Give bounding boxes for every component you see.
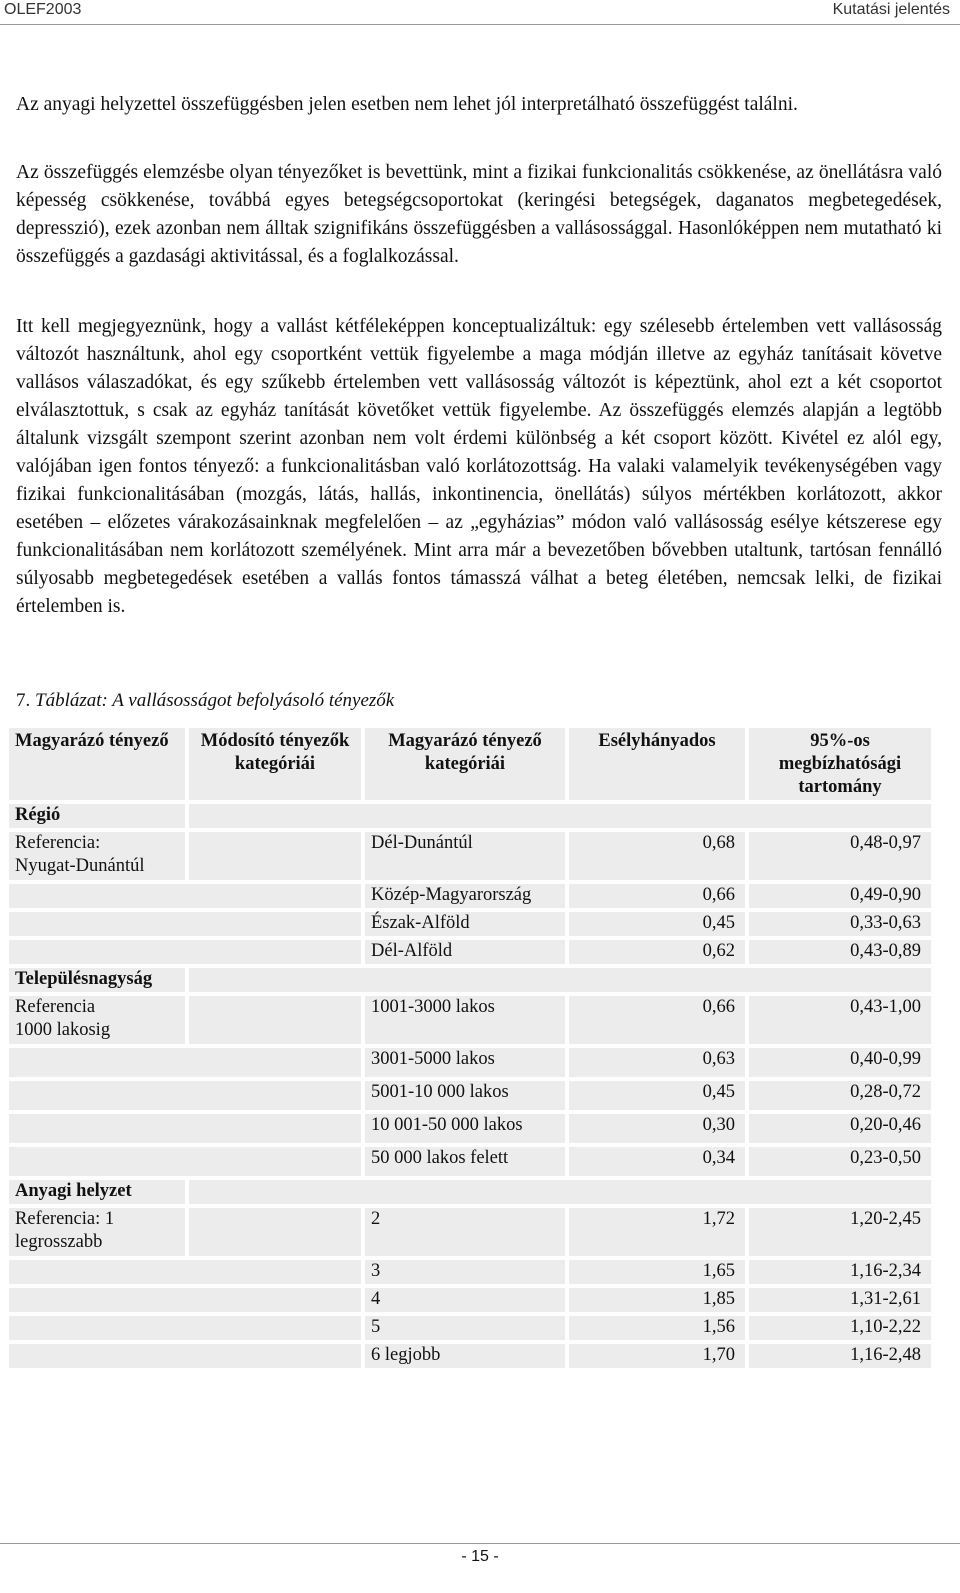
category-cell: 5 [365,1316,565,1340]
empty-cell [9,1344,361,1368]
page-header [0,0,960,26]
confidence-interval-cell: 0,20-0,46 [749,1114,931,1143]
group-reference-cell: Referencia 1000 lakosig [9,996,185,1044]
confidence-interval-cell: 0,43-1,00 [749,996,931,1044]
header-right: Kutatási jelentés [832,1,950,18]
group-name-cell: Régió [9,804,185,828]
empty-cell [9,1081,361,1110]
category-cell: 5001-10 000 lakos [365,1081,565,1110]
odds-ratio-cell: 1,70 [569,1344,745,1368]
paragraph-1: Az anyagi helyzettel összefüggésben jelen esetben nem lehet jól interpretálható összefüggést találni. [16,94,798,115]
paragraph-2: Az összefüggés elemzésbe olyan tényezőket is bevettünk, mint a fizikai funkcionalitás csökkenése, az önellátásra való képesség csökkenése, továbbá egyes betegségcsoportokat (keringési betegségek, daganatos megbetegedések, depresszió), ezek azonban nem álltak szignifikáns összefüggésben a vallásossággal. Hasonlóképpen nem mutatható ki összefüggés a gazdasági aktivitással, és a foglalkozással. [16,162,942,267]
category-cell: 6 legjobb [365,1344,565,1368]
odds-ratio-cell: 0,62 [569,940,745,964]
odds-ratio-cell: 0,63 [569,1048,745,1077]
confidence-interval-cell: 0,48-0,97 [749,832,931,880]
category-cell: 3001-5000 lakos [365,1048,565,1077]
category-cell: 10 001-50 000 lakos [365,1114,565,1143]
page-number: - 15 - [461,1548,499,1565]
table-header-cell: Magyarázó tényező kategóriái [365,728,565,800]
odds-ratio-cell: 1,56 [569,1316,745,1340]
group-reference-cell: Referencia: 1 legrosszabb [9,1208,185,1256]
category-cell: Dél-Alföld [365,940,565,964]
empty-cell [189,968,931,992]
confidence-interval-cell: 1,20-2,45 [749,1208,931,1256]
empty-cell [9,1114,361,1143]
odds-ratio-cell: 1,65 [569,1260,745,1284]
empty-cell [9,1316,361,1340]
category-cell: 3 [365,1260,565,1284]
odds-ratio-cell: 0,68 [569,832,745,880]
category-cell: 1001-3000 lakos [365,996,565,1044]
confidence-interval-cell: 0,43-0,89 [749,940,931,964]
group-reference-cell: Referencia: Nyugat-Dunántúl [9,832,185,880]
confidence-interval-cell: 1,10-2,22 [749,1316,931,1340]
confidence-interval-cell: 0,49-0,90 [749,884,931,908]
table-caption-number: 7. [16,690,31,711]
empty-cell [9,884,361,908]
confidence-interval-cell: 0,40-0,99 [749,1048,931,1077]
category-cell: Közép-Magyarország [365,884,565,908]
odds-ratio-cell: 0,45 [569,1081,745,1110]
confidence-interval-cell: 1,16-2,48 [749,1344,931,1368]
empty-cell [9,1147,361,1176]
category-cell: 50 000 lakos felett [365,1147,565,1176]
category-cell: Dél-Dunántúl [365,832,565,880]
header-rule [0,24,960,25]
confidence-interval-cell: 1,16-2,34 [749,1260,931,1284]
empty-cell [9,912,361,936]
header-left: OLEF2003 [4,1,82,18]
table-header-cell: Esélyhányados [569,728,745,800]
empty-cell [9,1260,361,1284]
category-cell: 2 [365,1208,565,1256]
empty-cell [9,940,361,964]
category-cell: 4 [365,1288,565,1312]
page-footer [0,1548,960,1566]
empty-cell [9,1048,361,1077]
confidence-interval-cell: 0,23-0,50 [749,1147,931,1176]
empty-cell [189,1208,361,1256]
group-name-cell: Településnagyság [9,968,185,992]
odds-ratio-cell: 0,34 [569,1147,745,1176]
odds-ratio-cell: 0,66 [569,996,745,1044]
odds-ratio-cell: 0,30 [569,1114,745,1143]
table-header-cell: Magyarázó tényező [9,728,185,800]
empty-cell [189,804,931,828]
paragraph-3: Itt kell megjegyeznünk, hogy a vallást kétféleképpen konceptualizáltuk: egy szélesebb értelemben vett vallásosság változót használtunk, ahol egy csoportként vettük figyelembe a maga módján illetve az egyház tanításait követve vallásos válaszadókat, és egy szűkebb értelemben vett vallásosság változót is képeztünk, ahol ezt a két csoportot elválasztottuk, s csak az egyház tanítását követőket vettük figyelembe. Az összefüggés elemzés alapján a legtöbb általunk vizsgált szempont szerint azonban nem volt érdemi különbség a két csoport között. Kivétel ez alól egy, valójában igen fontos tényező: a funkcionalitásban való korlátozottság. Ha valaki valamelyik tevékenységében vagy fizikai funkcionalitásában (mozgás, látás, hallás, inkontinencia, önellátás) súlyos mértékben korlátozott, akkor esetében – előzetes várakozásainknak megfelelően – az „egyházias” módon való vallásosság esélye kétszerese egy funkcionalitásában nem korlátozott személyének. Mint arra már a bevezetőben bővebben utaltunk, tartósan fennálló súlyosabb megbetegedések esetében a vallás fontos támasszá válhat a beteg életében, nemcsak lelki, de fizikai értelemben is. [16,316,942,617]
odds-ratio-cell: 1,72 [569,1208,745,1256]
footer-rule [0,1543,960,1544]
empty-cell [9,1288,361,1312]
category-cell: Észak-Alföld [365,912,565,936]
empty-cell [189,996,361,1044]
confidence-interval-cell: 0,28-0,72 [749,1081,931,1110]
empty-cell [189,832,361,880]
table-header-cell: Módosító tényezők kategóriái [189,728,361,800]
confidence-interval-cell: 1,31-2,61 [749,1288,931,1312]
odds-ratio-cell: 0,66 [569,884,745,908]
empty-cell [189,1180,931,1204]
group-name-cell: Anyagi helyzet [9,1180,185,1204]
odds-ratio-cell: 0,45 [569,912,745,936]
odds-ratio-cell: 1,85 [569,1288,745,1312]
table-caption [16,690,394,712]
table-caption-text: Táblázat: A vallásosságot befolyásoló tényezők [35,690,395,711]
confidence-interval-cell: 0,33-0,63 [749,912,931,936]
table-header-cell: 95%-os megbízhatósági tartomány [749,728,931,800]
